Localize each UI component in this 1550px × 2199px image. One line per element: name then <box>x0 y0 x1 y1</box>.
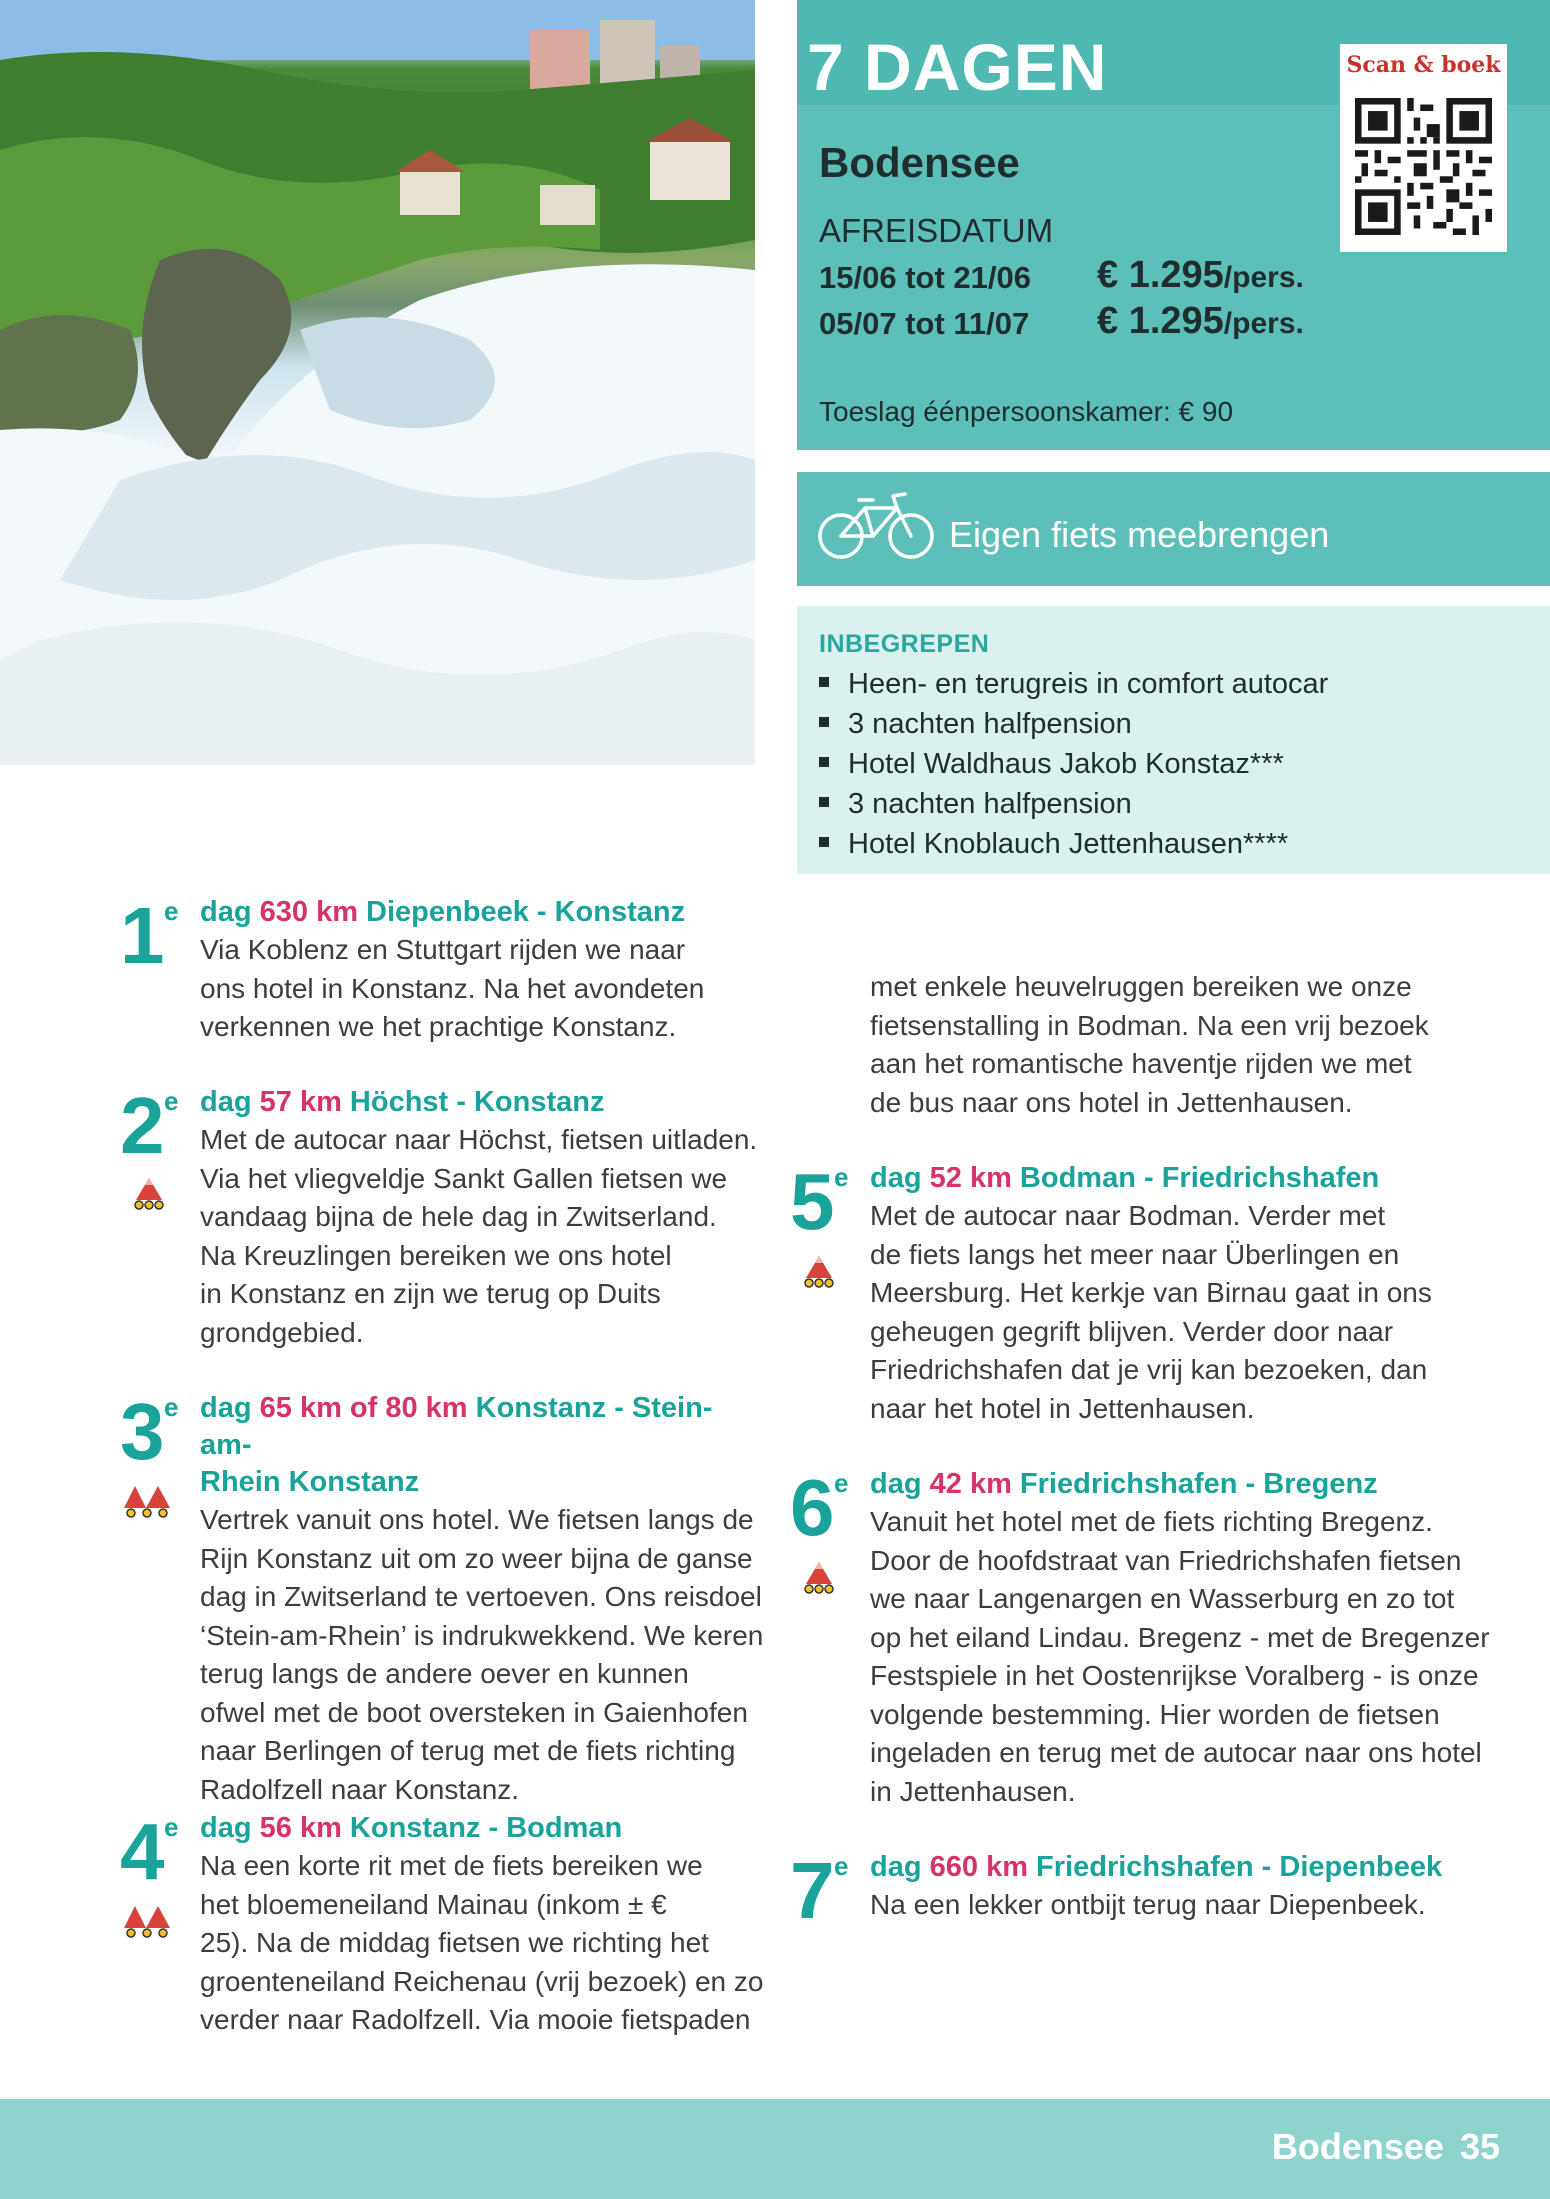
list-item: 3 nachten halfpension <box>819 704 1328 744</box>
day-suffix: e <box>834 1162 849 1192</box>
departure-label: AFREISDATUM <box>819 212 1054 249</box>
date-row <box>819 300 1304 342</box>
day-number: 7 <box>790 1846 833 1935</box>
day-suffix: e <box>834 1468 849 1498</box>
bike-banner <box>797 472 1550 586</box>
included-box <box>797 606 1550 874</box>
footer-title: Bodensee <box>1271 2126 1444 2167</box>
difficulty-mountain-icon <box>802 1254 836 1290</box>
list-item: Hotel Knoblauch Jettenhausen**** <box>819 824 1328 864</box>
qr-label: Scan & boek <box>1346 52 1501 78</box>
day-heading: dag 57 km Höchst - Konstanz <box>200 1086 605 1118</box>
day-suffix: e <box>164 1392 179 1422</box>
day-heading: dag 660 km Friedrichshafen - Diepenbeek <box>870 1851 1443 1883</box>
price: € 1.295/pers. <box>1097 254 1304 296</box>
difficulty-mountain-icon <box>122 1484 172 1520</box>
day-description: Via Koblenz en Stuttgart rijden we naar ons hotel in Konstanz. Na het avondeten verkennen we het prachtige Konstanz. <box>200 934 705 1042</box>
day-number: 4 <box>120 1807 163 1896</box>
day-heading: dag 52 km Bodman - Friedrichshafen <box>870 1162 1380 1194</box>
list-item: Heen- en terugreis in comfort autocar <box>819 664 1328 704</box>
destination-title: Bodensee <box>819 139 1020 186</box>
footer-text <box>1271 2126 1500 2167</box>
list-item: Hotel Waldhaus Jakob Konstaz*** <box>819 744 1328 784</box>
date-range: 05/07 tot 11/07 <box>819 306 1030 341</box>
trip-duration: 7 DAGEN <box>807 30 1108 104</box>
day-description: Na een korte rit met de fiets bereiken we het bloemeneiland Mainau (inkom ± € 25). Na de middag fietsen we richting het groenteneiland Reichenau (vrij bezoek) en zo verder naar Radolfzell. Via mooie fietspaden <box>200 1850 764 2035</box>
day-heading: dag 630 km Diepenbeek - Konstanz <box>200 896 686 928</box>
day-description: Vanuit het hotel met de fiets richting Bregenz. Door de hoofdstraat van Friedrichshafen fietsen we naar Langenargen en Wasserburg en zo tot op het eiland Lindau. Bregenz - met de Bregenzer Festspiele in het Oostenrijkse Voralberg - is onze volgende bestemming. Hier worden de fietsen ingeladen en terug met de autocar naar ons hotel in Jettenhausen. <box>870 1506 1490 1807</box>
page-number: 35 <box>1459 2126 1500 2167</box>
day-number: 1 <box>120 891 163 980</box>
difficulty-mountain-icon <box>122 1904 172 1940</box>
day-suffix: e <box>164 1812 179 1842</box>
qr-code-icon[interactable] <box>1355 98 1492 235</box>
day-number: 2 <box>120 1081 163 1170</box>
day-suffix: e <box>164 896 179 926</box>
day-number: 3 <box>120 1387 163 1476</box>
waterfall-photo <box>0 0 755 765</box>
day-description: Met de autocar naar Höchst, fietsen uitladen. Via het vliegveldje Sankt Gallen fietsen we vandaag bijna de hele dag in Zwitserland. Na Kreuzlingen bereiken we ons hotel in Konstanz en zijn we terug op Duits grondgebied. <box>200 1124 758 1348</box>
day-suffix: e <box>834 1851 849 1881</box>
price: € 1.295/pers. <box>1097 300 1304 342</box>
single-room-supplement: Toeslag éénpersoonskamer: € 90 <box>819 396 1234 427</box>
included-list <box>819 664 1328 864</box>
included-title: INBEGREPEN <box>819 630 990 658</box>
qr-card[interactable] <box>1340 44 1507 252</box>
day-heading: dag 56 km Konstanz - Bodman <box>200 1812 623 1844</box>
day-number: 5 <box>790 1157 833 1246</box>
difficulty-mountain-icon <box>802 1560 836 1596</box>
day-description: Na een lekker ontbijt terug naar Diepenbeek. <box>870 1889 1426 1920</box>
day-heading: dag 65 km of 80 km Konstanz - Stein-am- Rhein Konstanz <box>200 1392 713 1498</box>
day-description: Vertrek vanuit ons hotel. We fietsen langs de Rijn Konstanz uit om zo weer bijna de ganse dag in Zwitserland te vertoeven. Ons reisdoel ‘Stein-am-Rhein’ is indrukwekkend. We keren terug langs de andere oever en kunnen ofwel met de boot oversteken in Gaienhofen naar Berlingen of terug met de fiets richting Radolfzell naar Konstanz. <box>200 1504 764 1805</box>
day-suffix: e <box>164 1086 179 1116</box>
difficulty-mountain-icon <box>132 1176 166 1212</box>
day-number: 6 <box>790 1463 833 1552</box>
page-footer <box>0 2099 1550 2199</box>
date-range: 15/06 tot 21/06 <box>819 260 1031 295</box>
day-4-continuation <box>870 968 1530 1122</box>
date-row <box>819 254 1304 296</box>
bicycle-icon <box>817 490 935 562</box>
day-description: met enkele heuvelruggen bereiken we onze fietsenstalling in Bodman. Na een vrij bezoek aan het romantische haventje rijden we met de bus naar ons hotel in Jettenhausen. <box>870 971 1429 1118</box>
list-item: 3 nachten halfpension <box>819 784 1328 824</box>
day-description: Met de autocar naar Bodman. Verder met de fiets langs het meer naar Überlingen en Meersburg. Het kerkje van Birnau gaat in ons geheugen gegrift blijven. Verder door naar Friedrichshafen dat je vrij kan bezoeken, dan naar het hotel in Jettenhausen. <box>870 1200 1432 1424</box>
day-heading: dag 42 km Friedrichshafen - Bregenz <box>870 1468 1378 1500</box>
bike-banner-text: Eigen fiets meebrengen <box>949 514 1330 555</box>
